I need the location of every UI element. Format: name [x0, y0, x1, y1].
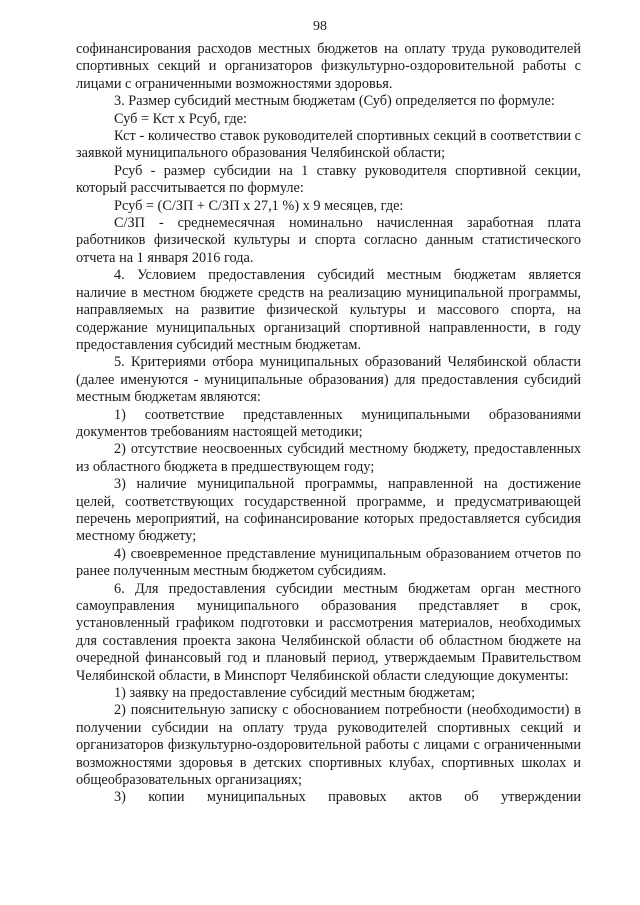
paragraph-intro-continuation: софинансирования расходов местных бюджетов на оплату труда руководителей спортивных секций и организаторов физкультурно-оздоровительной работы с лицами с ограниченными возможностями здоровья.	[76, 41, 581, 92]
criteria-item-3: 3) наличие муниципальной программы, направленной на достижение целей, соответствующих государственной программе, и предусматривающей перечень мероприятий, на софинансирование которых предоставляется субсидия местному бюджету;	[76, 476, 581, 545]
criteria-item-1: 1) соответствие представленных муниципальными образованиями документов требованиям настоящей методики;	[76, 406, 581, 440]
paragraph-clause-3: 3. Размер субсидий местным бюджетам (Суб) определяется по формуле:	[114, 93, 555, 110]
definition-kst: Кст - количество ставок руководителей спортивных секций в соответствии с заявкой муниципального образования Челябинской области;	[76, 128, 581, 162]
documents-item-2: 2) пояснительную записку с обоснованием потребности (необходимости) в получении субсидии на оплату труда руководителей спортивных секций и организаторов физкультурно-оздоровительной работы с лицами с ограниченными возможностями здоровья в детских спортивных клубах, спортивных школах и общеобразовательных организациях;	[76, 702, 581, 789]
paragraph-clause-5: 5. Критериями отбора муниципальных образований Челябинской области (далее именуются - муниципальные образования) для предоставления субсидий местным бюджетам являются:	[76, 354, 581, 406]
criteria-item-2: 2) отсутствие неосвоенных субсидий местному бюджету, предоставленных из областного бюджета в предшествующем году;	[76, 441, 581, 475]
paragraph-clause-4: 4. Условием предоставления субсидий местным бюджетам является наличие в местном бюджете средств на реализацию муниципальной программы, направляемых на развитие физической культуры и массового спорта, на содержание муниципальных организаций спортивной направленности, в году предоставления субсидий местным бюджетам.	[76, 267, 581, 353]
definition-szp: С/ЗП - среднемесячная номинально начисленная заработная плата работников физической культуры и спорта согласно данным статистического отчета на 1 января 2016 года.	[76, 215, 581, 266]
definition-rsub: Рсуб - размер субсидии на 1 ставку руководителя спортивной секции, который рассчитывается по формуле:	[76, 162, 581, 197]
formula-subsidy: Суб = Кст х Рсуб, где:	[114, 110, 247, 127]
page-number: 98	[313, 19, 327, 34]
document-body	[76, 41, 581, 807]
criteria-item-4: 4) своевременное представление муниципальным образованием отчетов по ранее полученным местным бюджетом субсидиям.	[76, 545, 581, 580]
documents-item-3: 3) копии муниципальных правовых актов об утверждении	[114, 789, 581, 806]
documents-item-1: 1) заявку на предоставление субсидий местным бюджетам;	[114, 685, 476, 702]
formula-rsub: Рсуб = (С/ЗП + С/ЗП х 27,1 %) х 9 месяцев, где:	[114, 197, 404, 214]
paragraph-clause-6: 6. Для предоставления субсидии местным бюджетам орган местного самоуправления муниципального образования представляет в срок, установленный графиком подготовки и рассмотрения материалов, необходимых для составления проекта закона Челябинской области об областном бюджете на очередной финансовый год и плановый период, утверждаемым Правительством Челябинской области, в Минспорт Челябинской области следующие документы:	[76, 580, 581, 684]
